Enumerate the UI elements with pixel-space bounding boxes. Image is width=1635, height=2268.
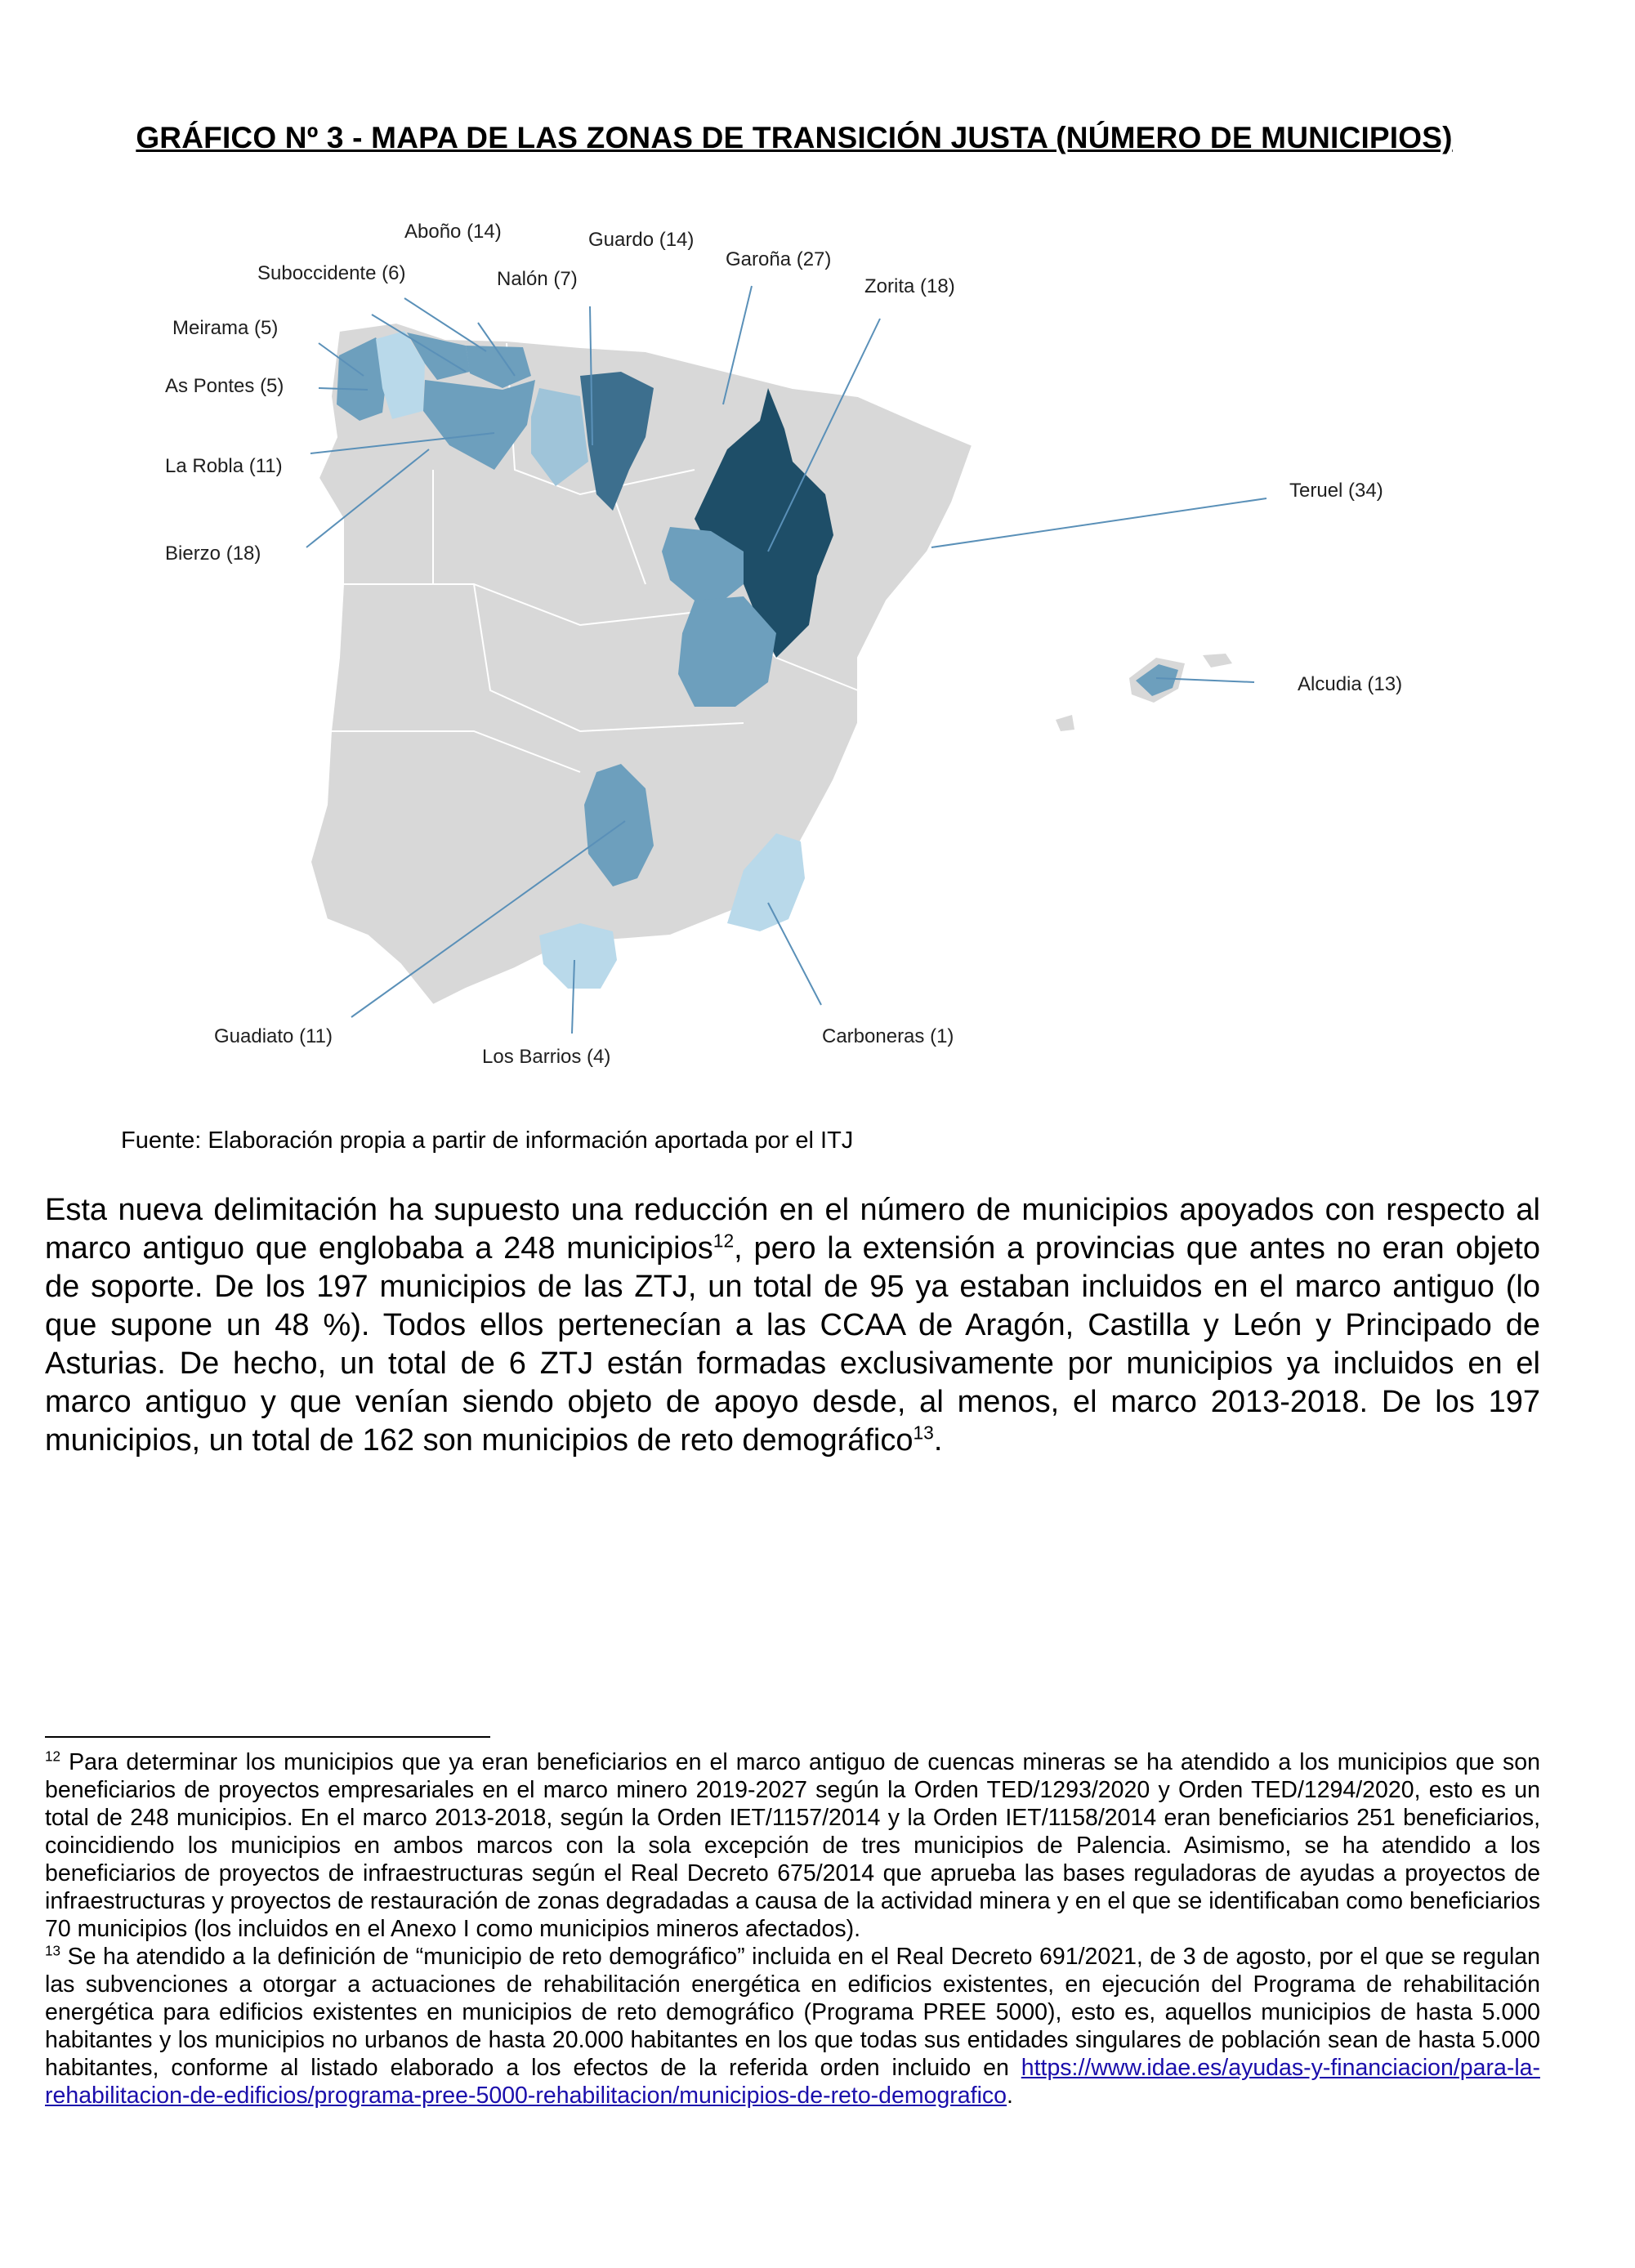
footnotes <box>45 1748 1540 2110</box>
figure-source: Fuente: Elaboración propia a partir de información aportada por el ITJ <box>121 1127 854 1154</box>
body-text <box>45 1191 1540 1460</box>
body-text-part: . <box>933 1423 943 1458</box>
footnote-text: . <box>1007 2083 1013 2109</box>
label-suboccidente: Suboccidente (6) <box>257 262 406 284</box>
label-zorita: Zorita (18) <box>864 275 955 297</box>
footnote-separator <box>45 1736 490 1738</box>
label-meirama: Meirama (5) <box>172 317 279 339</box>
spain-map-svg <box>123 200 1430 1099</box>
label-guadiato: Guadiato (11) <box>214 1025 333 1047</box>
label-garona: Garoña (27) <box>726 248 832 270</box>
idae-link[interactable]: https://www.idae.es/ayudas-y-financiacion/para-la-rehabilitacion-de-edificios/programa-pree-5000-rehabilitacion/municipios-de-reto-demografico <box>45 2055 1540 2109</box>
footnote-text: Se ha atendido a la definición de “municipio de reto demográfico” incluida en el Real Decreto 691/2021, de 3 de agosto, por el que se regulan las subvenciones a otorgar a actuaciones de rehabilitación energética en edificios existentes, en ejecución del Programa de rehabilitación energética para edificios existentes en municipios de reto demográfico (Programa PREE 5000), esto es, aquellos municipios de hasta 5.000 habitantes y los municipios no urbanos de hasta 20.000 habitantes en los que todas sus entidades singulares de población sean de hasta 5.000 habitantes, conforme al listado elaborado a los efectos de la referida orden incluido en <box>45 1944 1540 2081</box>
footnote-number: 13 <box>45 1943 61 1959</box>
footnote-number: 12 <box>45 1748 61 1765</box>
los-barrios-zone <box>539 923 617 989</box>
ibiza-shape <box>1056 715 1074 731</box>
body-paragraph <box>45 1191 1540 1460</box>
footnote-ref-12: 12 <box>713 1230 735 1252</box>
label-la-robla: La Robla (11) <box>165 455 283 477</box>
body-text-part: Esta nueva delimitación ha supuesto una reducción en el número de municipios apoyados con respecto al marco antiguo que englobaba a 248 municipios <box>45 1193 1540 1266</box>
label-as-pontes: As Pontes (5) <box>165 375 284 397</box>
body-text-part: , pero la extensión a provincias que antes no eran objeto de soporte. De los 197 municipios de las ZTJ, un total de 95 ya estaban incluidos en el marco antiguo (lo que supone un 48 %). Todos ellos pertenecían a las CCAA de Aragón, Castilla y León y Principado de Asturias. De hecho, un total de 6 ZTJ están formadas exclusivamente por municipios ya incluidos en el marco antiguo y que venían siendo objeto de apoyo desde, al menos, el marco 2013-2018. De los 197 municipios, un total de 162 son municipios de reto demográfico <box>45 1231 1540 1458</box>
footnote-13 <box>45 1943 1540 2110</box>
label-nalon: Nalón (7) <box>497 268 578 290</box>
footnote-text: Para determinar los municipios que ya eran beneficiarios en el marco antiguo de cuencas mineras se ha atendido a los municipios que son beneficiarios de proyectos empresariales en el marco minero 2019-2027 según la Orden TED/1293/2020 y Orden TED/1294/2020, esto es un total de 248 municipios. En el marco 2013-2018, según la Orden IET/1157/2014 y la Orden IET/1158/2014 eran beneficiarios 251 beneficiarios, coincidiendo los municipios en ambos marcos con la sola excepción de tres municipios de Palencia. Asimismo, se ha atendido a los beneficiarios de proyectos de infraestructuras según el Real Decreto 675/2014 que aprueba las bases reguladoras de ayudas a proyectos de infraestructuras y proyectos de restauración de zonas degradadas a causa de la actividad minera y en el que se identificaban como beneficiarios 70 municipios (los incluidos en el Anexo I como municipios mineros afectados). <box>45 1749 1540 1942</box>
menorca-shape <box>1203 654 1232 667</box>
label-bierzo: Bierzo (18) <box>165 542 261 565</box>
footnote-12 <box>45 1748 1540 1943</box>
footnote-ref-13: 13 <box>913 1422 934 1444</box>
figure-title: GRÁFICO Nº 3 - MAPA DE LAS ZONAS DE TRANSICIÓN JUSTA (NÚMERO DE MUNICIPIOS) <box>136 121 1453 154</box>
label-guardo: Guardo (14) <box>588 229 695 251</box>
label-abono: Aboño (14) <box>404 221 502 243</box>
label-carboneras: Carboneras (1) <box>822 1025 954 1047</box>
transition-zones-map <box>123 200 1430 1099</box>
label-los-barrios: Los Barrios (4) <box>482 1046 611 1068</box>
label-teruel: Teruel (34) <box>1289 480 1383 502</box>
label-alcudia: Alcudia (13) <box>1298 673 1403 695</box>
